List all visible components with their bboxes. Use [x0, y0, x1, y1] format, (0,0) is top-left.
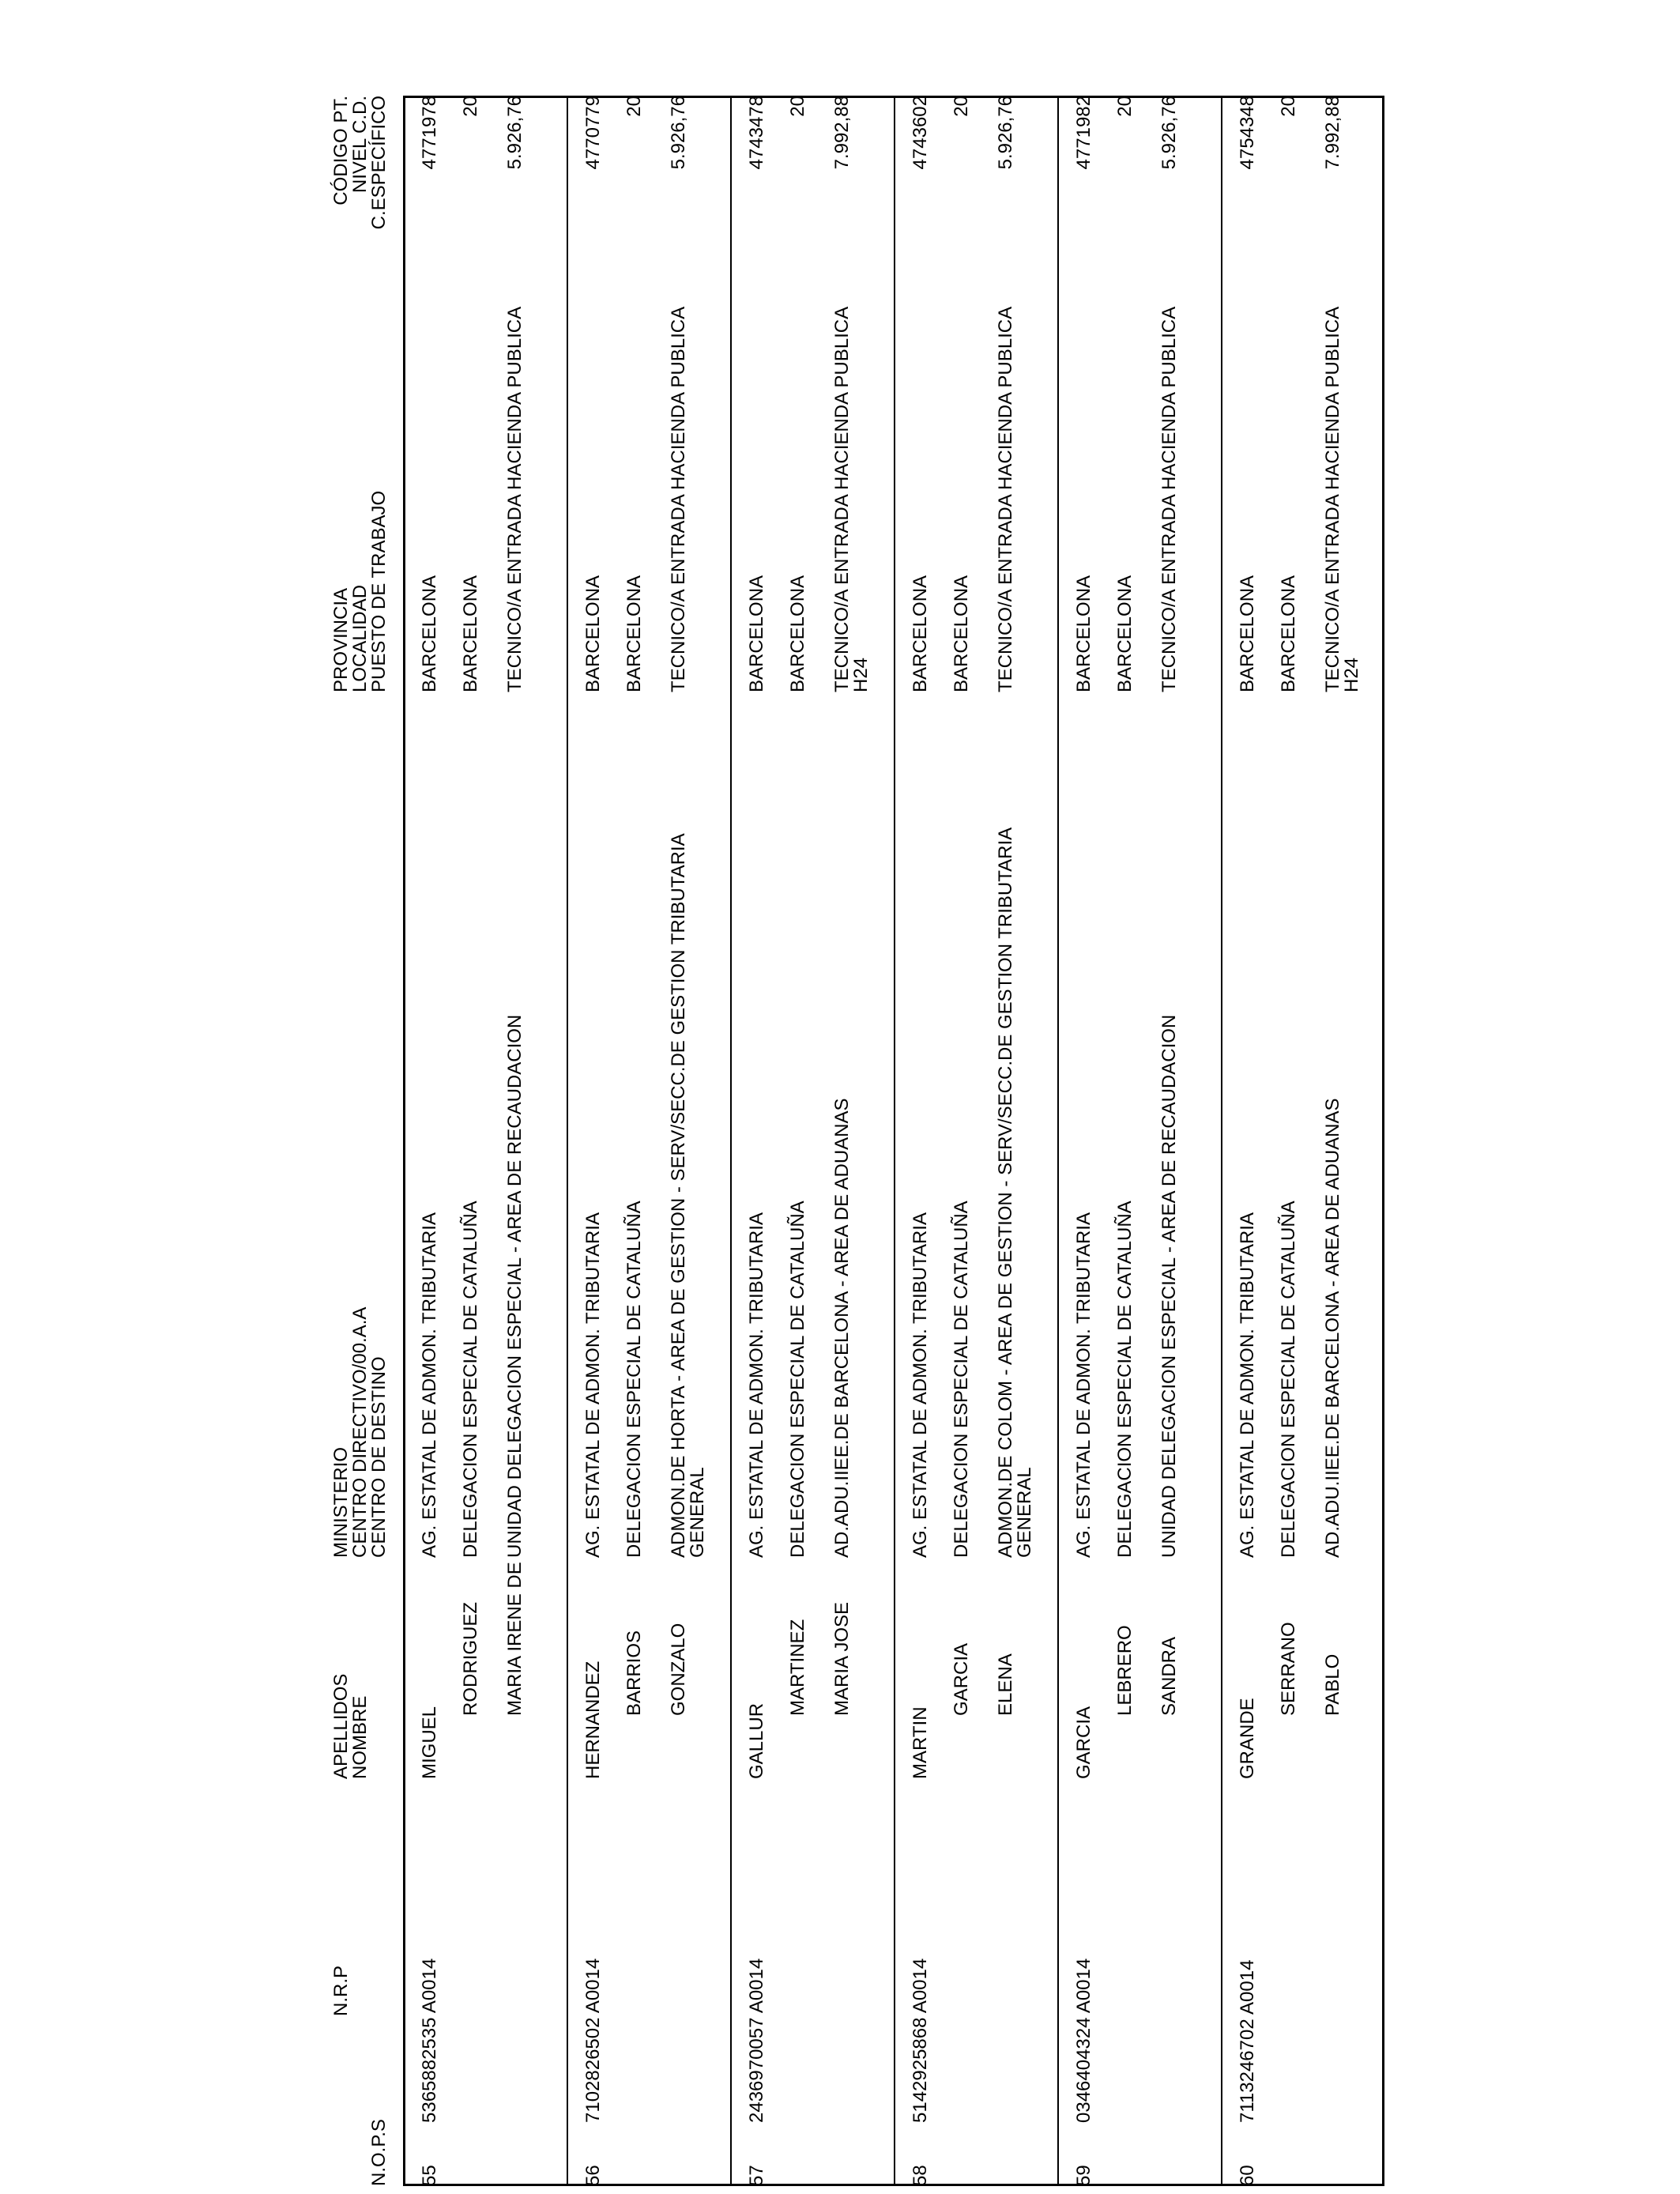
table-row: 57 2436970057 A0014 GALLUR MARTINEZ MARIA JOSE AG. ESTATAL DE ADMON. TRIBUTARIA DELEGACION ESPECIAL DE CATALUÑA AD.ADU.IIEE.DE BARCELONA - AREA DE ADUANAS BARCELONA BARCELONA TECNICO/A ENTRADA HACIENDA PUBLICA H24 4743478 20 7.992,88 — [746, 96, 872, 2186]
complemento-especifico: 5.926,76 — [1158, 96, 1180, 170]
row-separator — [1221, 96, 1222, 2186]
header-ministerio-label: MINISTERIO — [330, 1446, 352, 1558]
localidad: BARCELONA — [1278, 575, 1299, 692]
nombre: MARIA JOSE — [831, 1601, 853, 1716]
codigo-pt: 4743602 — [910, 96, 931, 170]
header-nrp: N.R.P — [330, 1965, 352, 2016]
apellido-1: GALLUR — [746, 1702, 767, 1779]
localidad: BARCELONA — [460, 575, 481, 692]
complemento-especifico: 7.992,88 — [831, 96, 853, 170]
centro-directivo: DELEGACION ESPECIAL DE CATALUÑA — [1278, 1201, 1299, 1558]
centro-destino: AD.ADU.IIEE.DE BARCELONA - AREA DE ADUANAS — [831, 1098, 853, 1558]
ministerio: AG. ESTATAL DE ADMON. TRIBUTARIA — [582, 1212, 604, 1558]
provincia: BARCELONA — [1073, 575, 1094, 692]
nivel-cd: 20 — [460, 96, 481, 117]
header-nombre-label: NOMBRE — [349, 1695, 371, 1779]
localidad: BARCELONA — [623, 575, 645, 692]
ministerio: AG. ESTATAL DE ADMON. TRIBUTARIA — [1073, 1212, 1094, 1558]
centro-directivo: DELEGACION ESPECIAL DE CATALUÑA — [787, 1201, 808, 1558]
apellido-1: GRANDE — [1237, 1698, 1258, 1779]
apellido-2: SERRANO — [1278, 1622, 1299, 1716]
nivel-cd: 20 — [1114, 96, 1136, 117]
header-codigo-label: CÓDIGO PT. — [330, 96, 352, 205]
header-codigo — [332, 96, 389, 277]
centro-destino: ADMON.DE COLOM - AREA DE GESTION - SERV/SECC.DE GESTION TRIBUTARIA GENERAL — [995, 828, 1035, 1558]
apellido-2: GARCIA — [951, 1642, 972, 1716]
codigo-pt: 4771978 — [419, 96, 440, 170]
complemento-especifico: 5.926,76 — [504, 96, 525, 170]
provincia: BARCELONA — [582, 575, 604, 692]
nombre: PABLO — [1322, 1653, 1343, 1716]
row-separator — [567, 96, 568, 2186]
codigo-pt: 4743478 — [746, 96, 767, 170]
ministerio: AG. ESTATAL DE ADMON. TRIBUTARIA — [1237, 1212, 1258, 1558]
centro-destino: UNIDAD DELEGACION ESPECIAL - AREA DE RECAUDACION — [504, 1014, 525, 1558]
header-especifico-label: C.ESPECÍFICO — [368, 96, 390, 230]
header-centro-destino-label: CENTRO DE DESTINO — [368, 1356, 390, 1558]
nops-number: 57 — [746, 2165, 767, 2186]
nops-number: 56 — [582, 2165, 604, 2186]
centro-directivo: DELEGACION ESPECIAL DE CATALUÑA — [1114, 1201, 1136, 1558]
apellido-2: LEBRERO — [1114, 1625, 1136, 1716]
nombre: GONZALO — [668, 1623, 689, 1716]
provincia: BARCELONA — [910, 575, 931, 692]
puesto-trabajo: TECNICO/A ENTRADA HACIENDA PUBLICA H24 — [831, 307, 872, 692]
apellido-1: MIGUEL — [419, 1706, 440, 1779]
header-provincia — [332, 491, 389, 692]
nivel-cd: 20 — [623, 96, 645, 117]
centro-destino: ADMON.DE HORTA - AREA DE GESTION - SERV/SECC.DE GESTION TRIBUTARIA GENERAL — [668, 834, 708, 1558]
centro-directivo: DELEGACION ESPECIAL DE CATALUÑA — [623, 1201, 645, 1558]
puesto-trabajo: TECNICO/A ENTRADA HACIENDA PUBLICA — [1158, 306, 1180, 692]
header-ministerio — [332, 1307, 389, 1558]
table-header — [277, 0, 390, 2194]
table-row: 60 7113246702 A0014 GRANDE SERRANO PABLO AG. ESTATAL DE ADMON. TRIBUTARIA DELEGACION ESPECIAL DE CATALUÑA AD.ADU.IIEE.DE BARCELONA - AREA DE ADUANAS BARCELONA BARCELONA TECNICO/A ENTRADA HACIENDA PUBLICA H24 4754348 20 7.992,88 — [1237, 96, 1362, 2186]
puesto-trabajo: TECNICO/A ENTRADA HACIENDA PUBLICA — [995, 306, 1016, 692]
complemento-especifico: 5.926,76 — [995, 96, 1016, 170]
nops-number: 58 — [910, 2165, 931, 2186]
complemento-especifico: 5.926,76 — [668, 96, 689, 170]
apellido-1: HERNANDEZ — [582, 1661, 604, 1779]
header-apellidos-label: APELLIDOS — [330, 1673, 352, 1779]
centro-destino: UNIDAD DELEGACION ESPECIAL - AREA DE RECAUDACION — [1158, 1014, 1180, 1558]
apellido-2: RODRIGUEZ — [460, 1602, 481, 1716]
ministerio: AG. ESTATAL DE ADMON. TRIBUTARIA — [746, 1212, 767, 1558]
row-separator — [730, 96, 732, 2186]
puesto-trabajo: TECNICO/A ENTRADA HACIENDA PUBLICA — [668, 306, 689, 692]
table-row: 58 5142925868 A0014 MARTIN GARCIA ELENA AG. ESTATAL DE ADMON. TRIBUTARIA DELEGACION ESPECIAL DE CATALUÑA ADMON.DE COLOM - AREA DE GESTION - SERV/SECC.DE GESTION TRIBUTARIA GENERAL BARCELONA BARCELONA TECNICO/A ENTRADA HACIENDA PUBLICA 4743602 20 5.926,76 — [910, 96, 1035, 2186]
nivel-cd: 20 — [1278, 96, 1299, 117]
nops-number: 60 — [1237, 2165, 1258, 2186]
nops-number: 55 — [419, 2165, 440, 2186]
puesto-trabajo: TECNICO/A ENTRADA HACIENDA PUBLICA H24 — [1322, 307, 1362, 692]
table-row: 56 7102826502 A0014 HERNANDEZ BARRIOS GONZALO AG. ESTATAL DE ADMON. TRIBUTARIA DELEGACION ESPECIAL DE CATALUÑA ADMON.DE HORTA - AREA DE GESTION - SERV/SECC.DE GESTION TRIBUTARIA GENERAL BARCELONA BARCELONA TECNICO/A ENTRADA HACIENDA PUBLICA 4770779 20 5.926,76 — [582, 96, 708, 2186]
header-nops: N.O.P.S — [368, 2119, 390, 2186]
table-row: 55 5365882535 A0014 MIGUEL RODRIGUEZ MARIA IRENE DE AG. ESTATAL DE ADMON. TRIBUTARIA DELEGACION ESPECIAL DE CATALUÑA UNIDAD DELEGACION ESPECIAL - AREA DE RECAUDACION BARCELONA BARCELONA TECNICO/A ENTRADA HACIENDA PUBLICA 4771978 20 5.926,76 — [419, 96, 525, 2186]
apellido-2: BARRIOS — [623, 1630, 645, 1716]
codigo-pt: 4771982 — [1073, 96, 1094, 170]
apellido-2: MARTINEZ — [787, 1619, 808, 1716]
header-provincia-label: PROVINCIA — [330, 587, 352, 692]
ministerio: AG. ESTATAL DE ADMON. TRIBUTARIA — [910, 1212, 931, 1558]
nombre: MARIA IRENE DE — [504, 1562, 525, 1716]
nops-number: 59 — [1073, 2165, 1094, 2186]
header-localidad-label: LOCALIDAD — [349, 584, 371, 692]
ministerio: AG. ESTATAL DE ADMON. TRIBUTARIA — [419, 1212, 440, 1558]
nombre: SANDRA — [1158, 1636, 1180, 1716]
apellido-1: MARTIN — [910, 1706, 931, 1779]
header-puesto-label: PUESTO DE TRABAJO — [368, 490, 390, 692]
apellido-1: GARCIA — [1073, 1706, 1094, 1779]
header-centro-directivo-label: CENTRO DIRECTIVO/00.A.A — [349, 1306, 371, 1558]
codigo-pt: 4754348 — [1237, 96, 1258, 170]
header-apellidos — [332, 1674, 370, 1779]
nivel-cd: 20 — [951, 96, 972, 117]
table-row: 59 0346404324 A0014 GARCIA LEBRERO SANDRA AG. ESTATAL DE ADMON. TRIBUTARIA DELEGACION ESPECIAL DE CATALUÑA UNIDAD DELEGACION ESPECIAL - AREA DE RECAUDACION BARCELONA BARCELONA TECNICO/A ENTRADA HACIENDA PUBLICA 4771982 20 5.926,76 — [1073, 96, 1180, 2186]
centro-destino: AD.ADU.IIEE.DE BARCELONA - AREA DE ADUANAS — [1322, 1098, 1343, 1558]
localidad: BARCELONA — [951, 575, 972, 692]
localidad: BARCELONA — [1114, 575, 1136, 692]
centro-directivo: DELEGACION ESPECIAL DE CATALUÑA — [951, 1201, 972, 1558]
provincia: BARCELONA — [746, 575, 767, 692]
nombre: ELENA — [995, 1653, 1016, 1716]
provincia: BARCELONA — [1237, 575, 1258, 692]
header-nivel-label: NIVEL C.D. — [349, 96, 371, 194]
row-separator — [894, 96, 895, 2186]
row-separator — [1057, 96, 1059, 2186]
codigo-pt: 4770779 — [582, 96, 604, 170]
puesto-trabajo: TECNICO/A ENTRADA HACIENDA PUBLICA — [504, 306, 525, 692]
complemento-especifico: 7.992,88 — [1322, 96, 1343, 170]
nivel-cd: 20 — [787, 96, 808, 117]
centro-directivo: DELEGACION ESPECIAL DE CATALUÑA — [460, 1201, 481, 1558]
provincia: BARCELONA — [419, 575, 440, 692]
localidad: BARCELONA — [787, 575, 808, 692]
